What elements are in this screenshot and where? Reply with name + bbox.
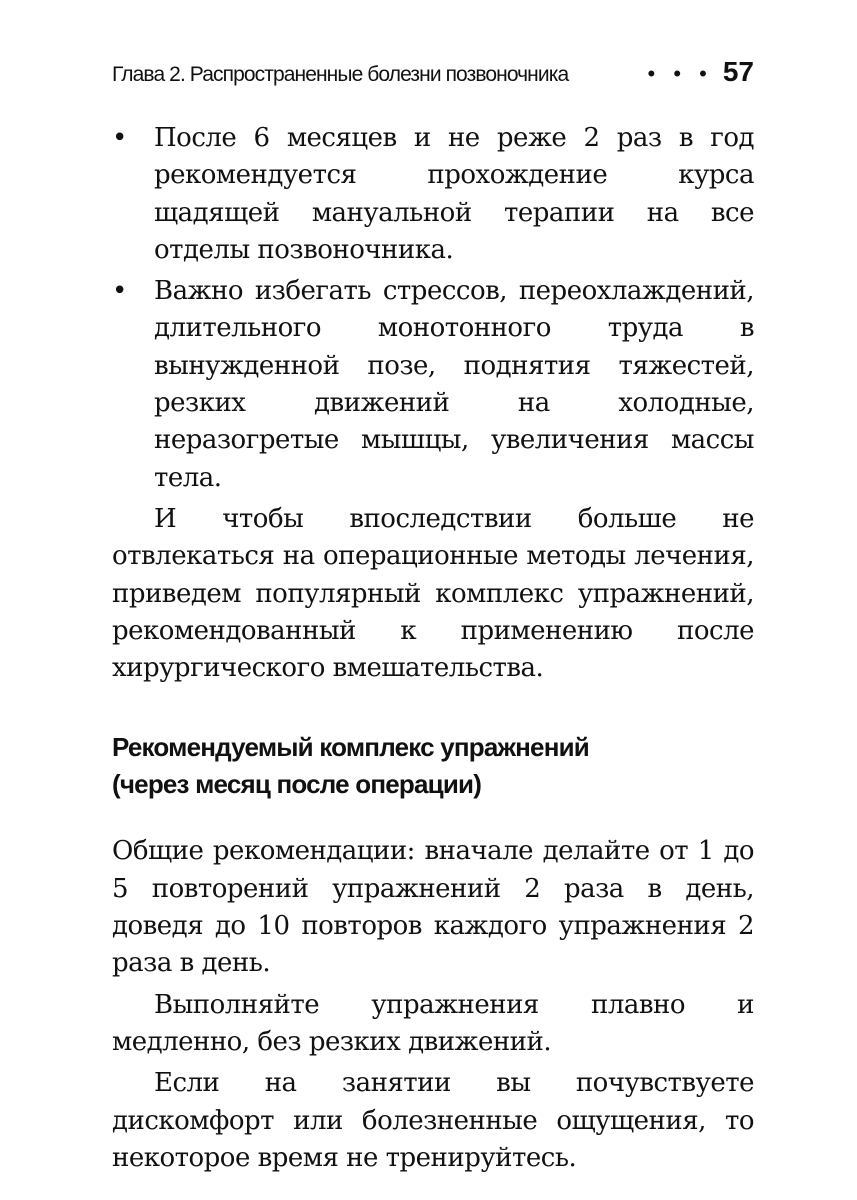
bullet-list [112, 120, 754, 497]
page-number: 57 [722, 56, 754, 87]
running-head-right [648, 52, 755, 94]
section-heading [112, 729, 754, 803]
decorative-dots: • • • [647, 61, 713, 86]
paragraph: Общие рекомендации: вначале делайте от 1 до 5 повторений упражнений 2 раза в день, доведя до 10 повторов каждого упражнения 2 раза в день. [112, 836, 754, 979]
paragraph: Выполняйте упражнения плавно и медленно, без резких движений. [112, 989, 754, 1057]
list-item [112, 273, 754, 497]
list-item-text: После 6 месяцев и не реже 2 раз в год рекомендуется прохождение курса щадящей мануальной терапии на все отделы позвоночника. [154, 123, 754, 265]
running-head [112, 52, 754, 92]
bullet-icon: • [112, 123, 127, 153]
book-page [112, 52, 754, 1177]
section-heading-line-2: (через месяц после операции) [112, 769, 482, 800]
paragraph: Если на занятии вы почувствуете дискомфорт или болезненные ощущения, то некоторое время не тренируйтесь. [112, 1068, 754, 1173]
body-text [112, 120, 754, 1177]
section-heading-line-1: Рекомендуемый комплекс упражнений [112, 732, 589, 763]
list-item-text: Важно избегать стрессов, переохлаждений, длительного монотонного труда в вынужденной позе, поднятия тяжестей, резких движений на холодные, неразогретые мышцы, увеличения массы тела. [154, 276, 754, 493]
intro-paragraph: И чтобы впоследствии больше не отвлекаться на операционные методы лечения, приведем популярный комплекс упражнений, рекомендованный к применению после хирургического вмешательства. [112, 503, 754, 684]
chapter-title: Глава 2. Распространенные болезни позвоночника [112, 63, 569, 86]
list-item [112, 120, 754, 269]
bullet-icon: • [112, 276, 127, 307]
